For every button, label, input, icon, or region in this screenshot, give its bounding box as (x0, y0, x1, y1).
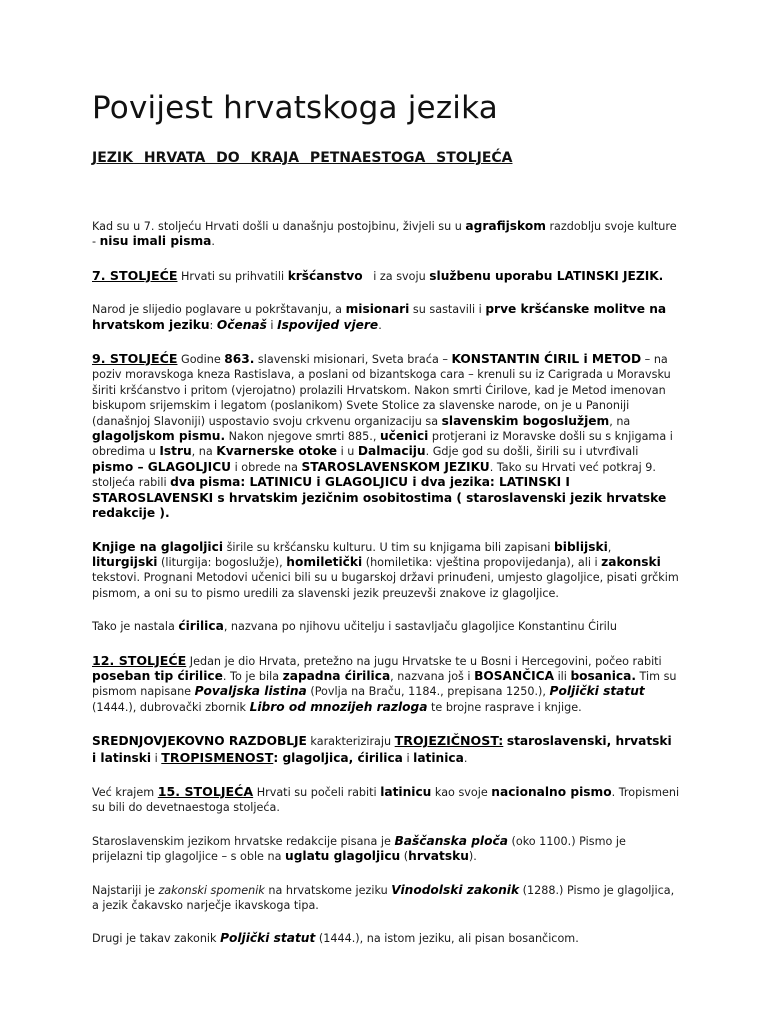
text-run: i (151, 751, 162, 765)
text-run: Najstariji je (92, 883, 159, 897)
text-run: ). (468, 850, 477, 864)
emphasis: zakonski (601, 554, 661, 569)
text-run: i (402, 751, 414, 765)
emphasis: Dalmaciju (357, 444, 426, 459)
text-run: Staroslavenskim jezikom hrvatske redakcije pisana je (92, 834, 395, 848)
text-run: kao svoje (431, 785, 492, 799)
text-run: i u (337, 445, 358, 459)
emphasis: dva pisma: LATINICU i GLAGOLJICU i dva jezika: LATINSKI I STAROSLAVENSKI s hrvatskim jezičnim osobitostima ( staroslavenski jezik hrvatske redakcije ). (92, 475, 667, 521)
paragraph-12th-century (92, 653, 680, 716)
text-run: . (378, 318, 382, 332)
text-run: Drugi je takav zakonik (92, 932, 221, 946)
text-run: razdoblju svoje kulture - (92, 220, 677, 249)
text-run: karakteriziraju (306, 735, 395, 749)
text-run: : (209, 318, 217, 332)
century-heading: 12. STOLJEĆE (92, 652, 187, 668)
text-run: ili (554, 669, 571, 683)
emphasis: nisu imali pisma (99, 234, 212, 249)
emphasis-italic: Očenaš (216, 317, 267, 332)
text-run: Kad su u 7. stoljeću Hrvati došli u današnju postojbinu, živjeli su u (92, 220, 466, 233)
text-run: , (607, 540, 612, 554)
text-run: (oko 1100.) Pismo je prijelazni tip glagoljice – s oble na (92, 834, 626, 864)
section-subtitle: JEZIK HRVATA DO KRAJA PETNAESTOGA STOLJEĆA (92, 150, 513, 166)
text-run: , na (609, 414, 631, 428)
text-run: . Gdje god su došli, širili su i utvrđivali (425, 445, 639, 459)
text-run: protjerani iz Moravske došli su s knjigama i obredima u (92, 430, 673, 459)
emphasis: latinica (413, 750, 464, 765)
emphasis: poseban tip ćirilice (92, 668, 223, 683)
emphasis: 863. (224, 352, 255, 367)
emphasis: biblijski (554, 539, 608, 554)
emphasis: glagoljica, ćirilica (282, 750, 403, 765)
emphasis-italic: Poljički statut (549, 684, 645, 699)
paragraph-poljica-statute (92, 931, 680, 946)
emphasis: Istru (159, 444, 192, 459)
emphasis: liturgijski (92, 554, 158, 569)
text-run: . (463, 751, 468, 765)
emphasis-italic: Ispovijed vjere (277, 317, 379, 332)
text-run: , na (191, 445, 217, 459)
emphasis: uglatu glagoljicu (285, 849, 401, 864)
emphasis: pismo – GLAGOLJICU (92, 459, 232, 474)
emphasis: glagoljskom pismu. (92, 429, 226, 444)
text-run: su sastavili i (409, 303, 486, 317)
text-run: . Tako su Hrvati već potkraj 9. stoljeća rabili (92, 460, 656, 490)
emphasis-italic: Libro od mnozijeh razloga (249, 699, 428, 714)
paragraph-7th-century (92, 268, 680, 284)
text-run: – na poziv moravskoga kneza Rastislava, a poslani od bizantskoga cara – krenuli su iz Carigrada u Moravsku širiti kršćanstvo i pritom (vjerojatno) prolazili Hrvatskom. Nakon smrti Ćirilove, kad je Metod imenovan biskupom srijemskim i legatom (poslanikom) Svete Stolice za slavenske narode, on je u Panoniji (današnjoj Slavoniji) uspostavio svoju crkvenu organizaciju sa (92, 353, 671, 428)
paragraph-15th-century (92, 784, 680, 816)
emphasis: KONSTANTIN ĆIRIL i METOD (451, 352, 642, 367)
emphasis: hrvatsku (408, 849, 469, 864)
paragraph-prayers (92, 302, 680, 333)
century-heading: 7. STOLJEĆE (92, 267, 178, 283)
text-run: (1444.), dubrovački zbornik (92, 700, 250, 714)
text-run: (1288.) Pismo je glagoljica, a jezik čakavsko narječje ikavskoga tipa. (92, 883, 675, 912)
emphasis: staroslavenski, hrvatski i latinski (92, 734, 672, 765)
emphasis: nacionalno pismo (491, 784, 612, 799)
text-run: i za svoju (362, 269, 430, 283)
emphasis: agrafijskom (465, 219, 546, 233)
page-title: Povijest hrvatskoga jezika (92, 90, 498, 126)
text-run: (liturgija: bogoslužje), (157, 555, 287, 569)
italic-text: zakonski spomenik (158, 883, 265, 897)
text-run: i (266, 318, 278, 332)
paragraph-glagolitic-books (92, 540, 680, 602)
text-run: Jedan je dio Hrvata, pretežno na jugu Hrvatske te u Bosni i Hercegovini, počeo rabiti (186, 654, 662, 668)
text-run: na hrvatskome jeziku (264, 883, 392, 897)
paragraph-baska-tablet (92, 834, 680, 865)
emphasis: kršćanstvo (287, 268, 363, 283)
emphasis-italic: Poljički statut (220, 931, 316, 946)
emphasis: slavenskim bogoslužjem (441, 413, 610, 428)
text-run: tekstovi. Prognani Metodovi učenici bili su u bugarskoj državi prinuđeni, umjesto glagoljice, pisati grčkim pismom, a oni su to pismo uredili za slavenski jezik preuzevši znakove iz glagoljice. (92, 571, 679, 600)
emphasis: latinicu (380, 784, 432, 799)
text-run: . Tropismeni su bili do devetnaestoga stoljeća. (92, 785, 680, 815)
text-run: ( (400, 850, 409, 864)
paragraph-cyrillic (92, 619, 680, 634)
paragraph-medieval-period (92, 733, 680, 766)
text-run: Tako je nastala (92, 620, 179, 634)
emphasis: Knjige na glagoljici (92, 539, 224, 554)
paragraph-intro (92, 219, 680, 250)
emphasis: Kvarnerske otoke (216, 444, 338, 459)
text-run: Hrvati su počeli rabiti (253, 785, 381, 799)
emphasis-italic: Vinodolski zakonik (391, 882, 520, 897)
text-run: i obrede na (231, 460, 302, 474)
text-run: . To je bila (222, 669, 283, 683)
text-run: (homiletika: vještina propovijedanja), ali i (362, 555, 602, 569)
text-run: širile su kršćansku kulturu. U tim su knjigama bili zapisani (223, 540, 555, 554)
text-run: Već krajem (92, 785, 158, 799)
emphasis-italic: Baščanska ploča (394, 833, 508, 848)
emphasis: SREDNJOVJEKOVNO RAZDOBLJE (92, 734, 307, 749)
text-run: , nazvana još i (390, 669, 475, 683)
text-run: (1444.), na istom jeziku, ali pisan bosančicom. (315, 932, 579, 946)
emphasis: misionari (345, 302, 410, 317)
document-body (92, 219, 680, 965)
emphasis: BOSANČICA (474, 668, 555, 683)
paragraph-vinodol-code (92, 883, 680, 914)
text-run: Godine (177, 353, 225, 367)
text-run: te brojne rasprave i knjige. (427, 700, 582, 714)
emphasis: bosanica. (570, 668, 636, 683)
emphasis: STAROSLAVENSKOM JEZIKU (301, 459, 490, 474)
emphasis-underlined: TROPISMENOST (161, 749, 274, 765)
emphasis: učenici (379, 429, 429, 444)
paragraph-9th-century (92, 351, 680, 521)
text-run: Tim su pismom napisane (92, 669, 677, 699)
text-run: Hrvati su prihvatili (177, 269, 288, 283)
text-run: , nazvana po njihovu učitelju i sastavljaču glagoljice Konstantinu Ćirilu (223, 620, 617, 634)
emphasis: homiletički (286, 554, 363, 569)
emphasis: zapadna ćirilica (282, 668, 391, 683)
emphasis-underlined: TROJEZIČNOST: (394, 733, 504, 749)
emphasis: prve kršćanske molitve na hrvatskom jeziku (92, 302, 667, 332)
emphasis: službenu uporabu LATINSKI JEZIK. (429, 268, 664, 283)
text-run: Narod je slijedio poglavare u pokrštavanju, a (92, 303, 346, 317)
emphasis: ćirilica (178, 619, 224, 634)
text-run: Nakon njegove smrti 885., (225, 430, 380, 444)
text-run: (Povlja na Braču, 1184., prepisana 1250.), (306, 685, 550, 699)
text-run: slavenski misionari, Sveta braća – (254, 353, 452, 367)
emphasis: : (273, 750, 283, 765)
century-heading: 9. STOLJEĆE (92, 351, 178, 367)
century-heading: 15. STOLJEĆA (157, 783, 254, 799)
emphasis-italic: Povaljska listina (194, 684, 307, 699)
text-run: . (211, 235, 215, 249)
